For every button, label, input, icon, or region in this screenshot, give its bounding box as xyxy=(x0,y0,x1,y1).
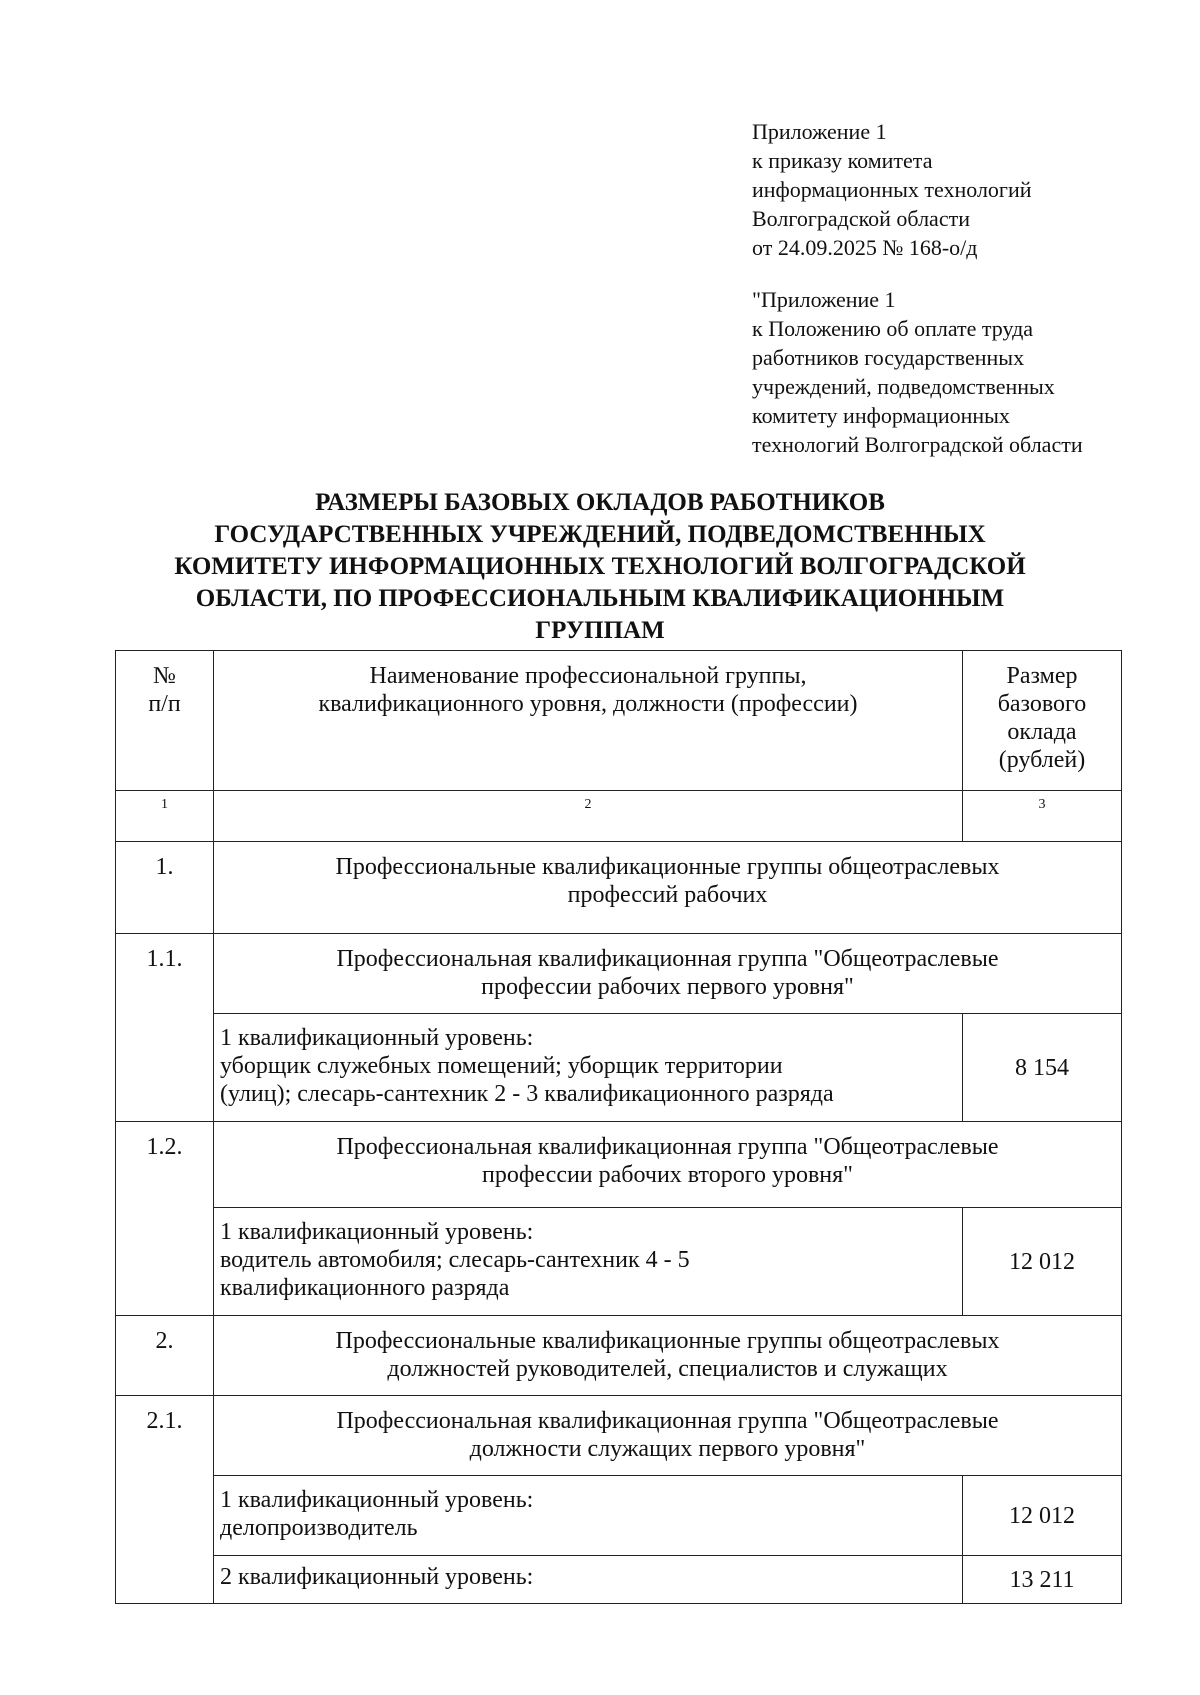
appendix-reference xyxy=(752,117,1172,262)
column-index: 1 xyxy=(116,791,214,842)
appendix-line: "Приложение 1 xyxy=(752,287,896,312)
row-number: 2.1. xyxy=(116,1396,214,1604)
row-number: 1. xyxy=(116,842,214,934)
header-amount: Размер базового оклада (рублей) xyxy=(963,651,1122,791)
salary-amount: 12 012 xyxy=(963,1208,1122,1316)
header-num: № п/п xyxy=(116,651,214,791)
salary-amount: 13 211 xyxy=(963,1556,1122,1604)
table-row-level xyxy=(116,1014,1122,1122)
appendix-line: учреждений, подведомственных xyxy=(752,374,1055,399)
appendix-line: работников государственных xyxy=(752,345,1025,370)
group-title: Профессиональная квалификационная группа "Общеотраслевые должности служащих первого уровня" xyxy=(214,1396,1122,1476)
table-row-level xyxy=(116,1476,1122,1556)
document-title xyxy=(60,487,1140,647)
salary-amount: 8 154 xyxy=(963,1014,1122,1122)
table-header-row xyxy=(116,651,1122,791)
column-index-row xyxy=(116,791,1122,842)
row-number: 1.1. xyxy=(116,934,214,1122)
row-number: 2. xyxy=(116,1316,214,1396)
header-name: Наименование профессиональной группы, квалификационного уровня, должности (профессии) xyxy=(214,651,963,791)
title-line: КОМИТЕТУ ИНФОРМАЦИОННЫХ ТЕХНОЛОГИЙ ВОЛГОГРАДСКОЙ xyxy=(174,553,1026,580)
appendix-line: к приказу комитета xyxy=(752,148,933,173)
section-title: Профессиональные квалификационные группы общеотраслевых профессий рабочих xyxy=(214,842,1122,934)
level-description: 1 квалификационный уровень: уборщик служебных помещений; уборщик территории (улиц); слесарь-сантехник 2 - 3 квалификационного разряда xyxy=(214,1014,963,1122)
appendix-line: Волгоградской области xyxy=(752,206,970,231)
level-description: 1 квалификационный уровень: делопроизводитель xyxy=(214,1476,963,1556)
table-row-section xyxy=(116,1316,1122,1396)
title-line: ГРУППАМ xyxy=(535,617,665,644)
row-number: 1.2. xyxy=(116,1122,214,1316)
group-title: Профессиональная квалификационная группа "Общеотраслевые профессии рабочих второго уровня" xyxy=(214,1122,1122,1208)
appendix-line: комитету информационных xyxy=(752,403,1010,428)
section-title: Профессиональные квалификационные группы общеотраслевых должностей руководителей, специалистов и служащих xyxy=(214,1316,1122,1396)
table-row-group xyxy=(116,1122,1122,1208)
column-index: 3 xyxy=(963,791,1122,842)
table-row-group xyxy=(116,934,1122,1014)
title-line: ОБЛАСТИ, ПО ПРОФЕССИОНАЛЬНЫМ КВАЛИФИКАЦИОННЫМ xyxy=(195,585,1005,612)
appendix-line: к Положению об оплате труда xyxy=(752,316,1034,341)
column-index: 2 xyxy=(214,791,963,842)
group-title: Профессиональная квалификационная группа "Общеотраслевые профессии рабочих первого уровня" xyxy=(214,934,1122,1014)
level-description: 1 квалификационный уровень: водитель автомобиля; слесарь-сантехник 4 - 5 квалификационного разряда xyxy=(214,1208,963,1316)
salary-amount: 12 012 xyxy=(963,1476,1122,1556)
level-description: 2 квалификационный уровень: xyxy=(214,1556,963,1604)
table-row-level xyxy=(116,1208,1122,1316)
title-line: РАЗМЕРЫ БАЗОВЫХ ОКЛАДОВ РАБОТНИКОВ xyxy=(315,489,885,516)
appendix-line: информационных технологий xyxy=(752,177,1032,202)
appendix-line: технологий Волгоградской области xyxy=(752,432,1083,457)
table-row-group xyxy=(116,1396,1122,1476)
appendix-line: от 24.09.2025 № 168-о/д xyxy=(752,235,978,260)
table-row-section xyxy=(116,842,1122,934)
appendix-line: Приложение 1 xyxy=(752,119,887,144)
title-line: ГОСУДАРСТВЕННЫХ УЧРЕЖДЕНИЙ, ПОДВЕДОМСТВЕННЫХ xyxy=(214,521,986,548)
salary-table xyxy=(115,650,1122,1604)
regulation-appendix-reference xyxy=(752,285,1172,459)
table-row-level xyxy=(116,1556,1122,1604)
